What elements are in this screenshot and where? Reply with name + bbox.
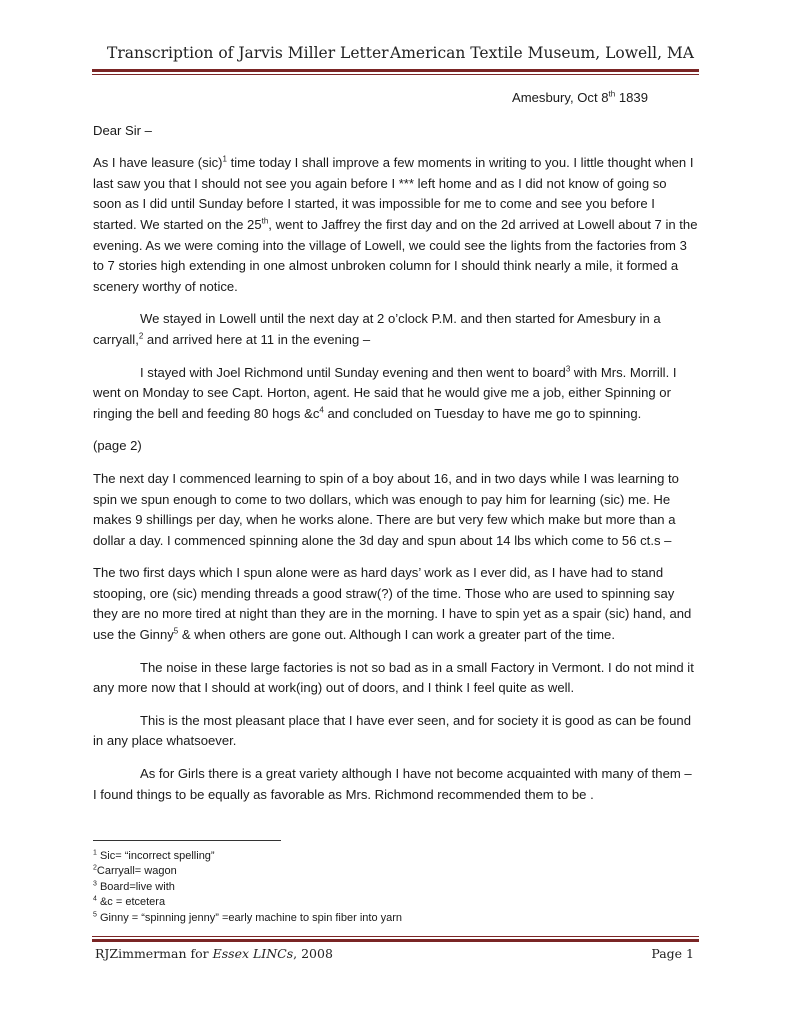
footer-publication: Essex LINCs — [212, 946, 294, 961]
footnote-separator — [93, 840, 281, 841]
footnotes — [93, 849, 402, 926]
footnote-ref-1: 1 — [222, 154, 227, 164]
footnote-ref-3: 3 — [565, 364, 571, 374]
footnote-2: $^2$Carryall= wagon — [93, 864, 177, 878]
paragraph-2: We stayed in Lowell until the next day at 2 o’clock P.M. and then started for Amesbury in a carryall,$^2$ and arrived here at 11 in the evening – — [93, 311, 661, 347]
letter-salutation: Dear Sir – — [93, 122, 152, 138]
letter-body — [93, 88, 698, 817]
paragraph-3: I stayed with Joel Richmond until Sunday evening and then went to board$^3$ with Mrs. Morrill. I went on Monday to see Capt. Horton, agent. He said that he would give me a job, either Spinning or ringing the bell and feeding 80 hogs $\&c^4$ and concluded on Tuesday to have me go to spinning. — [93, 364, 677, 421]
letter-date: Amesbury, Oct 8th 1839 — [512, 89, 648, 105]
header-rule-thick — [92, 69, 699, 72]
paragraph-4: The next day I commenced learning to spin of a boy about 16, and in two days while I was learning to spin we spun enough to come to two dollars, which was enough to pay him for learning (sic) me. He makes 9 shillings per day, when he works alone. There are but very few which make but more than a dollar a day. I commenced spinning alone the 3d day and spun about 14 lbs which come to 56 ct.s – — [93, 470, 679, 548]
footnote-ref-5: 5 — [173, 626, 179, 636]
footnote-4: $^4$ &c = etcetera — [93, 895, 166, 909]
page-marker: (page 2) — [93, 438, 142, 454]
footnote-ref-4: 4 — [319, 405, 324, 415]
footnote-3: $^3$ Board=live with — [93, 880, 175, 893]
footer-rule-thick — [92, 939, 699, 942]
header-rule-thin — [92, 74, 699, 75]
footnote-1: $^1$ Sic= “incorrect spelling” — [93, 849, 215, 862]
page-footer — [95, 946, 696, 964]
footnote-ref-2: 2 — [138, 331, 144, 341]
header-title: Transcription of Jarvis Miller Letter — [107, 44, 389, 62]
paragraph-7: This is the most pleasant place that I have ever seen, and for society it is good as can be found in any place whatsoever. — [93, 712, 691, 749]
paragraph-6: The noise in these large factories is not so bad as in a small Factory in Vermont. I do not mind it any more now that I should at work(ing) out of doors, and I think I feel quite as well. — [93, 659, 694, 696]
page-header — [95, 44, 696, 66]
footer-credit: RJZimmerman for Essex LINCs, 2008 — [95, 946, 333, 961]
page-number: Page 1 — [651, 946, 694, 961]
paragraph-5: The two first days which I spun alone were as hard days’ work as I ever did, as I have had to stand stooping, ore (sic) mending threads a good straw(?) of the time. Those who are used to spinning say they are no more tired at night than they are in the morning. I have to spin yet as a spair (sic) hand, and use the Ginny$^5$ & when others are gone out. Although I can work a greater part of the time. — [93, 565, 692, 643]
paragraph-8: As for Girls there is a great variety although I have not become acquainted with many of them – I found things to be equally as favorable as Mrs. Richmond recommended them to be . — [93, 766, 692, 802]
footer-rule-thin — [92, 936, 699, 937]
paragraph-1: As I have leasure (sic)$^1$ time today I shall improve a few moments in writing to you. I little thought when I last saw you that I should not see you again before I *** left home and as I did not know of going so soon as I did until Sunday before I started, it was impossible for me to come and see you before I started. We started on the 25th, went to Jaffrey the first day and on the 2d arrived at Lowell about 7 in the evening. As we were coming into the village of Lowell, we could see the lights from the factories from 3 to 7 stories high extending in one almost unbroken column for I should think nearly a mile, it formed a scenery worthy of notice. — [93, 154, 698, 294]
footnote-5: $^5$ Ginny = “spinning jenny” =early machine to spin fiber into yarn — [93, 910, 403, 924]
header-institution: American Textile Museum, Lowell, MA — [390, 44, 694, 62]
